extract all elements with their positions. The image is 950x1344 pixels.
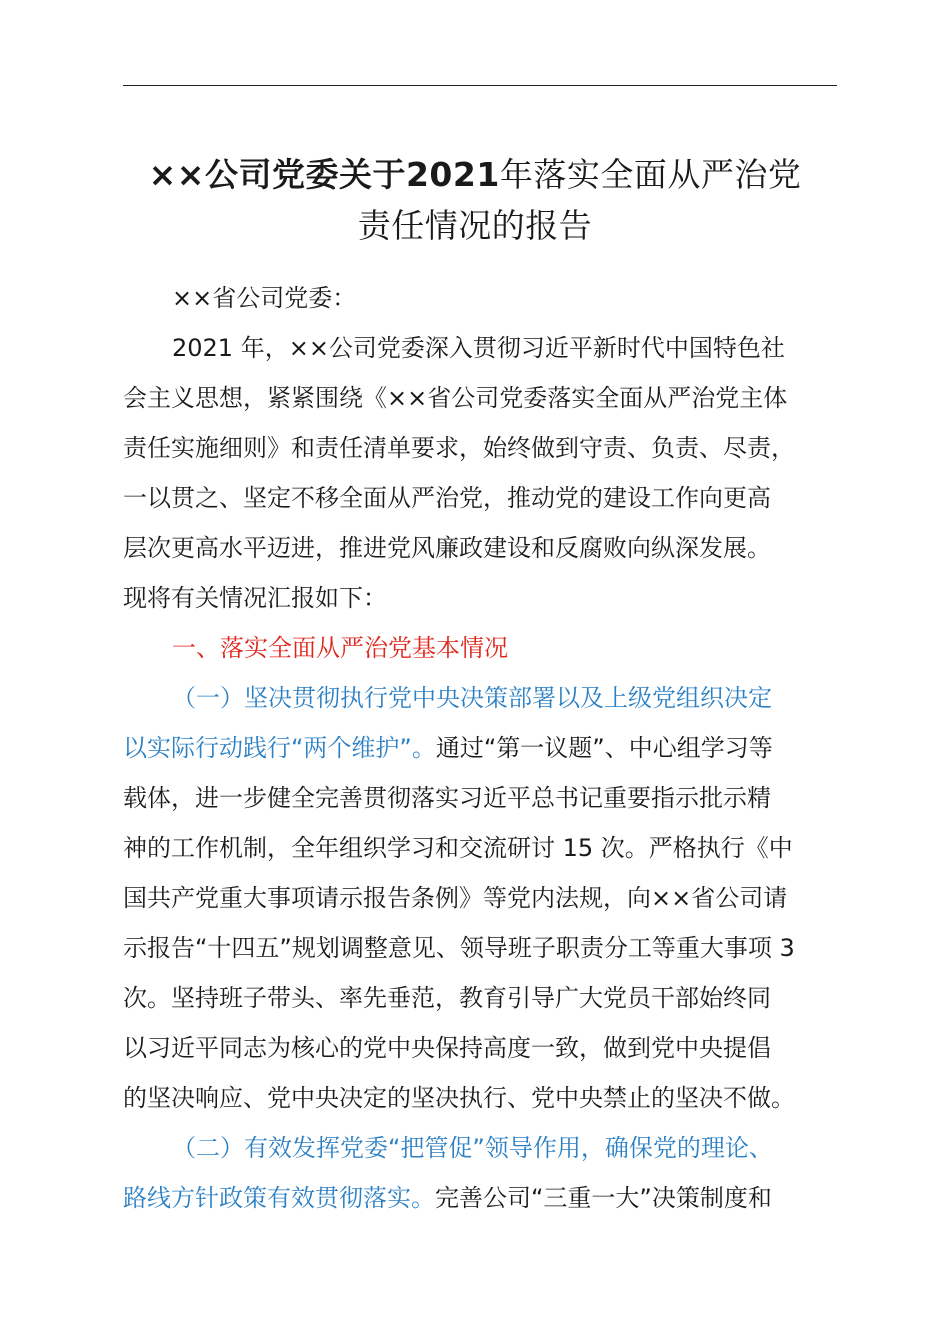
header-rule	[123, 85, 837, 86]
subsection-2-heading: （二）有效发挥党委“把管促”领导作用，确保党的理论、	[172, 1134, 773, 1162]
intro-line: 责任实施细则》和责任清单要求，始终做到守责、负责、尽责，	[123, 434, 795, 462]
document-title-line-1	[100, 150, 850, 200]
body-line: 次。坚持班子带头、率先垂范，教育引导广大党员干部始终同	[123, 984, 771, 1012]
subsection-2-body-start: 完善公司“三重一大”决策制度和	[435, 1184, 772, 1212]
section-1-heading: 一、落实全面从严治党基本情况	[172, 634, 508, 662]
intro-line: 一以贯之、坚定不移全面从严治党，推动党的建设工作向更高	[123, 484, 771, 512]
salutation: ××省公司党委：	[172, 284, 357, 312]
body-line: 国共产党重大事项请示报告条例》等党内法规，向××省公司请	[123, 884, 788, 912]
intro-line: 2021 年，××公司党委深入贯彻习近平新时代中国特色社	[172, 334, 785, 362]
intro-line: 会主义思想，紧紧围绕《××省公司党委落实全面从严治党主体	[123, 384, 788, 412]
body-line: 以习近平同志为核心的党中央保持高度一致，做到党中央提倡	[123, 1034, 771, 1062]
subsection-2-line	[123, 1173, 843, 1223]
intro-line: 层次更高水平迈进，推进党风廉政建设和反腐败向纵深发展。	[123, 534, 771, 562]
subsection-1-line	[123, 723, 843, 773]
subsection-2-heading-cont: 路线方针政策有效贯彻落实。	[123, 1184, 435, 1212]
body-line: 神的工作机制，全年组织学习和交流研讨 15 次。严格执行《中	[123, 834, 793, 862]
title-year: 2021	[405, 155, 500, 194]
document-title-line-2: 责任情况的报告	[357, 206, 593, 245]
body-line: 载体，进一步健全完善贯彻落实习近平总书记重要指示批示精	[123, 784, 771, 812]
title-prefix: ××公司党委关于	[148, 155, 406, 194]
subsection-1-heading: （一）坚决贯彻执行党中央决策部署以及上级党组织决定	[172, 684, 772, 712]
body-line: 示报告“十四五”规划调整意见、领导班子职责分工等重大事项 3	[123, 934, 795, 962]
intro-line: 现将有关情况汇报如下：	[123, 584, 387, 612]
subsection-1-heading-cont: 以实际行动践行“两个维护”。	[123, 734, 436, 762]
body-line: 的坚决响应、党中央决定的坚决执行、党中央禁止的坚决不做。	[123, 1084, 795, 1112]
subsection-1-body-start: 通过“第一议题”、中心组学习等	[435, 734, 773, 762]
title-suffix: 年落实全面从严治党	[499, 155, 802, 194]
